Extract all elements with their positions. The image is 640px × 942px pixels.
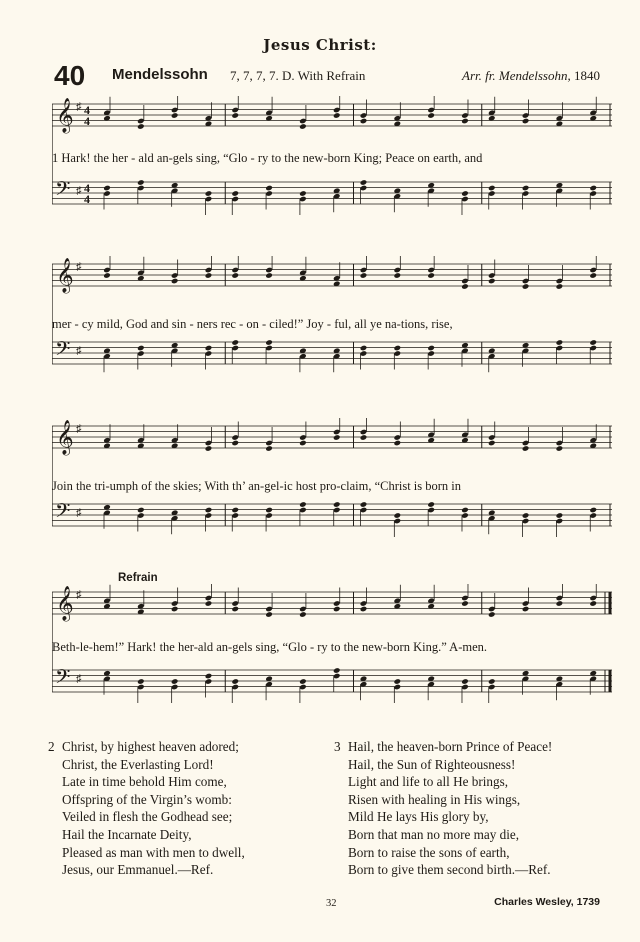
- treble-clef-icon: 𝄞: [56, 586, 74, 621]
- time-signature: 4: [84, 192, 90, 206]
- verse-2-line-5: Veiled in flesh the Godhead see;: [62, 809, 233, 825]
- notehead: [360, 501, 368, 508]
- notehead: [461, 678, 469, 685]
- notehead: [299, 678, 307, 685]
- notehead: [461, 507, 469, 514]
- notehead: [522, 283, 530, 290]
- notehead: [171, 112, 179, 119]
- verse-3-line-7: Born to raise the sons of earth,: [348, 844, 510, 860]
- credit: Charles Wesley, 1739: [494, 896, 600, 908]
- verse-3-line-2: Hail, the Sun of Righteousness!: [348, 756, 516, 772]
- notehead: [231, 440, 239, 447]
- verse-3-line-8: Born to give them second birth.—Ref.: [348, 862, 551, 878]
- notehead: [231, 678, 239, 685]
- verse-3-line-5: Mild He lays His glory by,: [348, 809, 489, 825]
- verse-2-line-7: Pleased as man with men to dwell,: [62, 844, 245, 860]
- notehead: [461, 600, 469, 607]
- notehead: [265, 272, 273, 279]
- notehead: [137, 123, 145, 130]
- notehead: [265, 611, 273, 618]
- notehead: [488, 678, 496, 685]
- notehead: [589, 600, 597, 607]
- notehead: [394, 440, 402, 447]
- verse-3-line-4: Risen with healing in His wings,: [348, 791, 521, 807]
- notehead: [522, 118, 530, 125]
- notehead: [137, 678, 145, 685]
- arranger-year: 1840: [574, 68, 600, 83]
- time-signature: 4: [84, 114, 90, 128]
- notehead: [360, 272, 368, 279]
- tune-name: Mendelssohn: [112, 66, 208, 83]
- notehead: [394, 345, 402, 352]
- arranger: [462, 68, 600, 84]
- verse-2-line-4: Offspring of the Virgin’s womb:: [62, 791, 232, 807]
- notehead: [488, 278, 496, 285]
- treble-clef-icon: 𝄞: [56, 98, 74, 133]
- sharp-icon: ♯: [76, 345, 82, 357]
- lyric-line-2: mer - cy mild, God and sin - ners rec - on - ciled!” Joy - ful, all ye na-tions, rise,: [52, 317, 453, 331]
- verse-2-line-2: Christ, the Everlasting Lord!: [62, 756, 214, 772]
- treble-clef-icon: 𝄞: [56, 420, 74, 455]
- notehead: [299, 123, 307, 130]
- notehead: [205, 507, 213, 514]
- verse-3: [334, 738, 552, 879]
- notehead: [205, 673, 213, 680]
- notehead: [299, 190, 307, 197]
- verse-number: 2: [48, 739, 55, 754]
- lyric-line-3: Join the tri-umph of the skies; With th’ an-gel-ic host pro-claim, “Christ is born in: [52, 479, 462, 493]
- treble-clef-icon: 𝄞: [56, 258, 74, 293]
- arranger-prefix: Arr. fr. Mendelssohn,: [462, 68, 571, 83]
- verse-3-line-1: [334, 738, 552, 756]
- notehead: [265, 339, 273, 346]
- sharp-icon: ♯: [76, 101, 82, 113]
- notehead: [231, 339, 239, 346]
- notehead: [231, 606, 239, 613]
- bass-clef-icon: 𝄢: [55, 665, 71, 693]
- notehead: [522, 445, 530, 452]
- notehead: [333, 501, 341, 508]
- notehead: [589, 185, 597, 192]
- notehead: [231, 507, 239, 514]
- notehead: [265, 507, 273, 514]
- notehead: [231, 112, 239, 119]
- notehead: [333, 434, 341, 441]
- verse-2: [48, 738, 245, 879]
- page-title: Jesus Christ:: [263, 36, 377, 54]
- bass-clef-icon: 𝄢: [55, 177, 71, 205]
- meter: 7, 7, 7, 7. D. With Refrain: [230, 68, 366, 83]
- notehead: [171, 606, 179, 613]
- verse-3-line-6: Born that man no more may die,: [348, 826, 520, 842]
- notehead: [556, 339, 564, 346]
- notehead: [265, 445, 273, 452]
- notehead: [103, 272, 111, 279]
- notehead: [589, 507, 597, 514]
- notehead: [205, 445, 213, 452]
- notehead: [488, 185, 496, 192]
- bass-clef-icon: 𝄢: [55, 499, 71, 527]
- notehead: [556, 512, 564, 519]
- notehead: [461, 118, 469, 125]
- sharp-icon: ♯: [76, 185, 82, 197]
- notehead: [231, 190, 239, 197]
- notehead: [299, 501, 307, 508]
- notehead: [231, 272, 239, 279]
- notehead: [556, 445, 564, 452]
- time-signature: 4: [84, 181, 90, 195]
- notehead: [488, 440, 496, 447]
- verse-line-text: Hail, the heaven-born Prince of Peace!: [348, 739, 553, 754]
- bass-clef-icon: 𝄢: [55, 337, 71, 365]
- notehead: [427, 272, 435, 279]
- notehead: [360, 118, 368, 125]
- notehead: [427, 112, 435, 119]
- notehead: [333, 112, 341, 119]
- verse-2-line-3: Late in time behold Him come,: [62, 774, 227, 790]
- notehead: [360, 179, 368, 186]
- notehead: [394, 678, 402, 685]
- notehead: [103, 185, 111, 192]
- sharp-icon: ♯: [76, 261, 82, 273]
- hymn-number: 40: [54, 60, 86, 91]
- notehead: [333, 667, 341, 674]
- notehead: [137, 345, 145, 352]
- notehead: [171, 678, 179, 685]
- sharp-icon: ♯: [76, 423, 82, 435]
- notehead: [205, 190, 213, 197]
- page-number: 32: [326, 898, 337, 909]
- lyric-line-1: 1 Hark! the her - ald an-gels sing, “Glo - ry to the new-born King; Peace on earth, and: [52, 151, 483, 165]
- notehead: [488, 611, 496, 618]
- notehead: [360, 434, 368, 441]
- notehead: [394, 512, 402, 519]
- notehead: [137, 179, 145, 186]
- notehead: [522, 512, 530, 519]
- notehead: [205, 272, 213, 279]
- notehead: [461, 283, 469, 290]
- verse-3-line-3: Light and life to all He brings,: [348, 774, 509, 790]
- notehead: [299, 440, 307, 447]
- notehead: [205, 345, 213, 352]
- notehead: [589, 339, 597, 346]
- notehead: [522, 606, 530, 613]
- verse-2-line-8: Jesus, our Emmanuel.—Ref.: [62, 862, 214, 878]
- time-signature: 4: [84, 103, 90, 117]
- notehead: [360, 606, 368, 613]
- notehead: [137, 507, 145, 514]
- notehead: [556, 283, 564, 290]
- notehead: [461, 190, 469, 197]
- sharp-icon: ♯: [76, 673, 82, 685]
- notehead: [427, 501, 435, 508]
- notehead: [360, 345, 368, 352]
- lyric-line-4: Beth-le-hem!” Hark! the her-ald an-gels sing, “Glo - ry to the new-born King.” A-men.: [52, 640, 488, 654]
- notehead: [333, 606, 341, 613]
- verse-2-line-6: Hail the Incarnate Deity,: [62, 826, 192, 842]
- notehead: [205, 600, 213, 607]
- notehead: [427, 345, 435, 352]
- verse-number: 3: [334, 739, 341, 754]
- notehead: [522, 185, 530, 192]
- notehead: [556, 600, 564, 607]
- notehead: [171, 278, 179, 285]
- refrain-label: Refrain: [118, 572, 158, 584]
- sharp-icon: ♯: [76, 507, 82, 519]
- verse-line-text: Christ, by highest heaven adored;: [62, 739, 239, 754]
- verse-2-line-1: [48, 738, 245, 756]
- notehead: [394, 272, 402, 279]
- sharp-icon: ♯: [76, 589, 82, 601]
- notehead: [299, 611, 307, 618]
- notehead: [589, 272, 597, 279]
- notehead: [265, 185, 273, 192]
